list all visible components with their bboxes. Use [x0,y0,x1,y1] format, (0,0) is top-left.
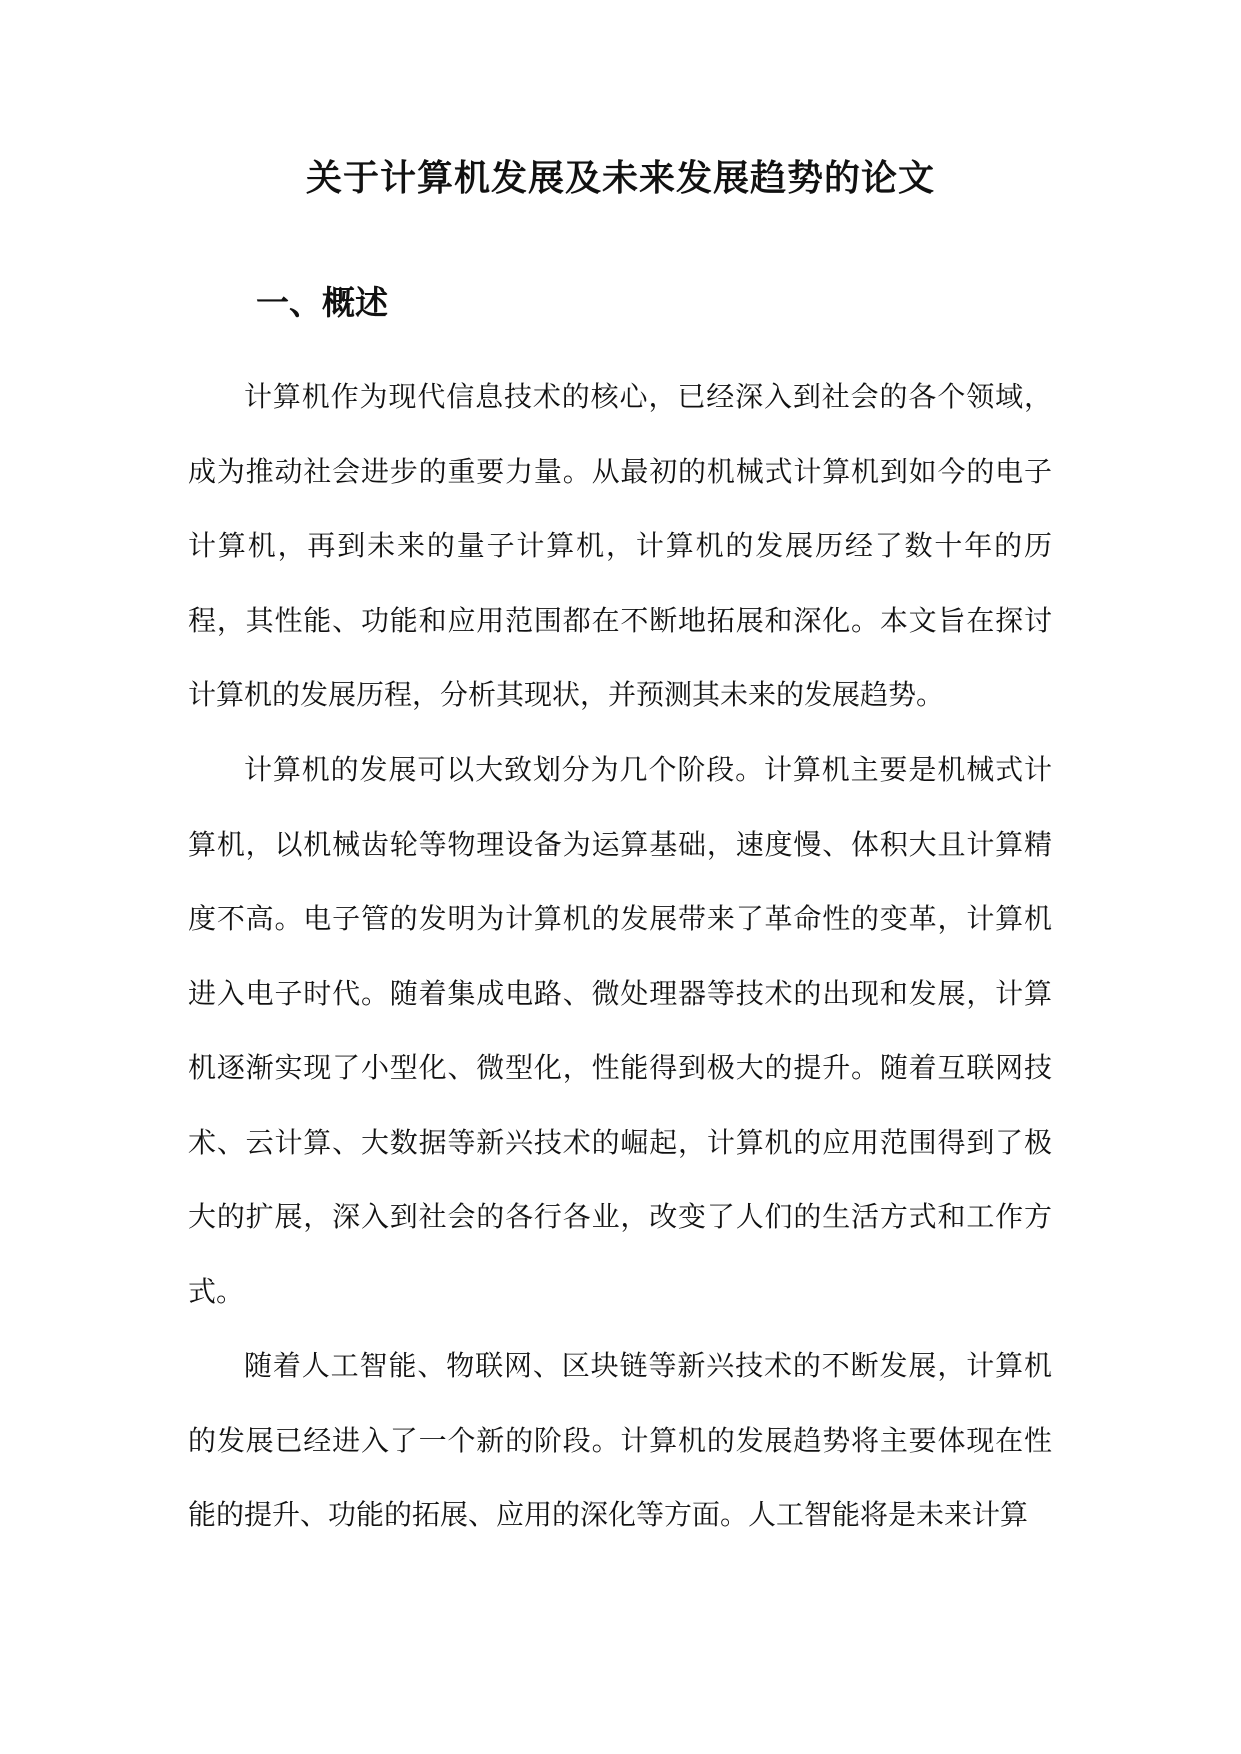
paragraph-2: 计算机的发展可以大致划分为几个阶段。计算机主要是机械式计算机，以机械齿轮等物理设备为运算基础，速度慢、体积大且计算精度不高。电子管的发明为计算机的发展带来了革命性的变革，计算机进入电子时代。随着集成电路、微处理器等技术的出现和发展，计算机逐渐实现了小型化、微型化，性能得到极大的提升。随着互联网技术、云计算、大数据等新兴技术的崛起，计算机的应用范围得到了极大的扩展，深入到社会的各行各业，改变了人们的生活方式和工作方式。 [188,753,1052,1308]
document-title: 关于计算机发展及未来发展趋势的论文 [305,157,935,199]
paragraph-3: 随着人工智能、物联网、区块链等新兴技术的不断发展，计算机的发展已经进入了一个新的阶段。计算机的发展趋势将主要体现在性能的提升、功能的拓展、应用的深化等方面。人工智能将是未来计算 [188,1349,1052,1531]
paragraph-1: 计算机作为现代信息技术的核心，已经深入到社会的各个领域，成为推动社会进步的重要力量。从最初的机械式计算机到如今的电子计算机，再到未来的量子计算机，计算机的发展历经了数十年的历程，其性能、功能和应用范围都在不断地拓展和深化。本文旨在探讨计算机的发展历程，分析其现状，并预测其未来的发展趋势。 [188,380,1052,711]
section-heading: 一、概述 [256,283,388,322]
